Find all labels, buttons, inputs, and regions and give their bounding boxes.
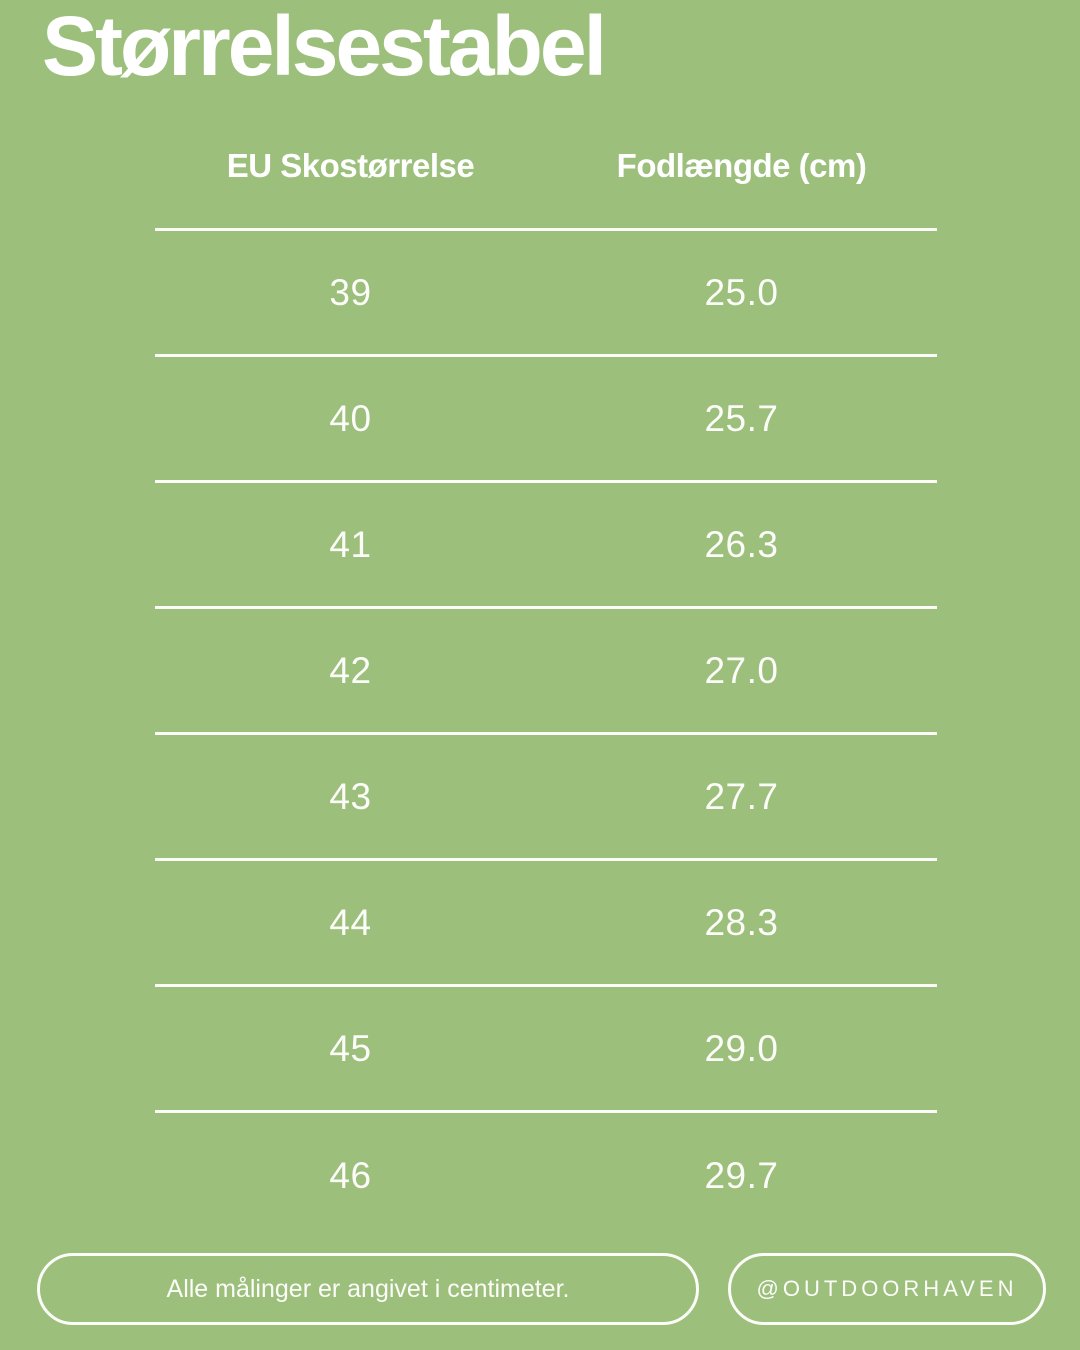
cell-size: 44 xyxy=(329,901,372,943)
footer-note-text: Alle målinger er angivet i centimeter. xyxy=(166,1274,570,1303)
table-row xyxy=(155,987,937,1113)
cell-length: 29.0 xyxy=(704,1027,779,1069)
cell-size: 43 xyxy=(329,775,372,817)
cell-size: 41 xyxy=(329,523,372,565)
cell-size: 42 xyxy=(329,649,372,691)
column-header-foot-length: Fodlængde (cm) xyxy=(616,147,867,184)
cell-size: 39 xyxy=(329,271,372,313)
cell-length: 25.0 xyxy=(704,271,779,313)
table-row xyxy=(155,1113,937,1239)
cell-length: 26.3 xyxy=(704,523,779,565)
social-handle-text: @OUTDOORHAVEN xyxy=(756,1276,1018,1301)
table-row xyxy=(155,231,937,357)
table-row xyxy=(155,357,937,483)
footer-note-pill xyxy=(37,1253,699,1325)
cell-length: 25.7 xyxy=(704,397,779,439)
table-row xyxy=(155,735,937,861)
page-title: Størrelsestabel xyxy=(42,0,604,93)
social-handle-pill xyxy=(728,1253,1046,1325)
size-table xyxy=(155,135,937,1239)
cell-length: 29.7 xyxy=(704,1155,779,1196)
cell-size: 40 xyxy=(329,397,372,439)
cell-size: 45 xyxy=(329,1027,372,1069)
cell-length: 27.7 xyxy=(704,775,779,817)
cell-size: 46 xyxy=(329,1155,372,1196)
table-row xyxy=(155,861,937,987)
cell-length: 27.0 xyxy=(704,649,779,691)
cell-length: 28.3 xyxy=(704,901,779,943)
table-header-row xyxy=(155,135,937,231)
table-row xyxy=(155,609,937,735)
table-row xyxy=(155,483,937,609)
column-header-eu-size: EU Skostørrelse xyxy=(226,147,475,184)
